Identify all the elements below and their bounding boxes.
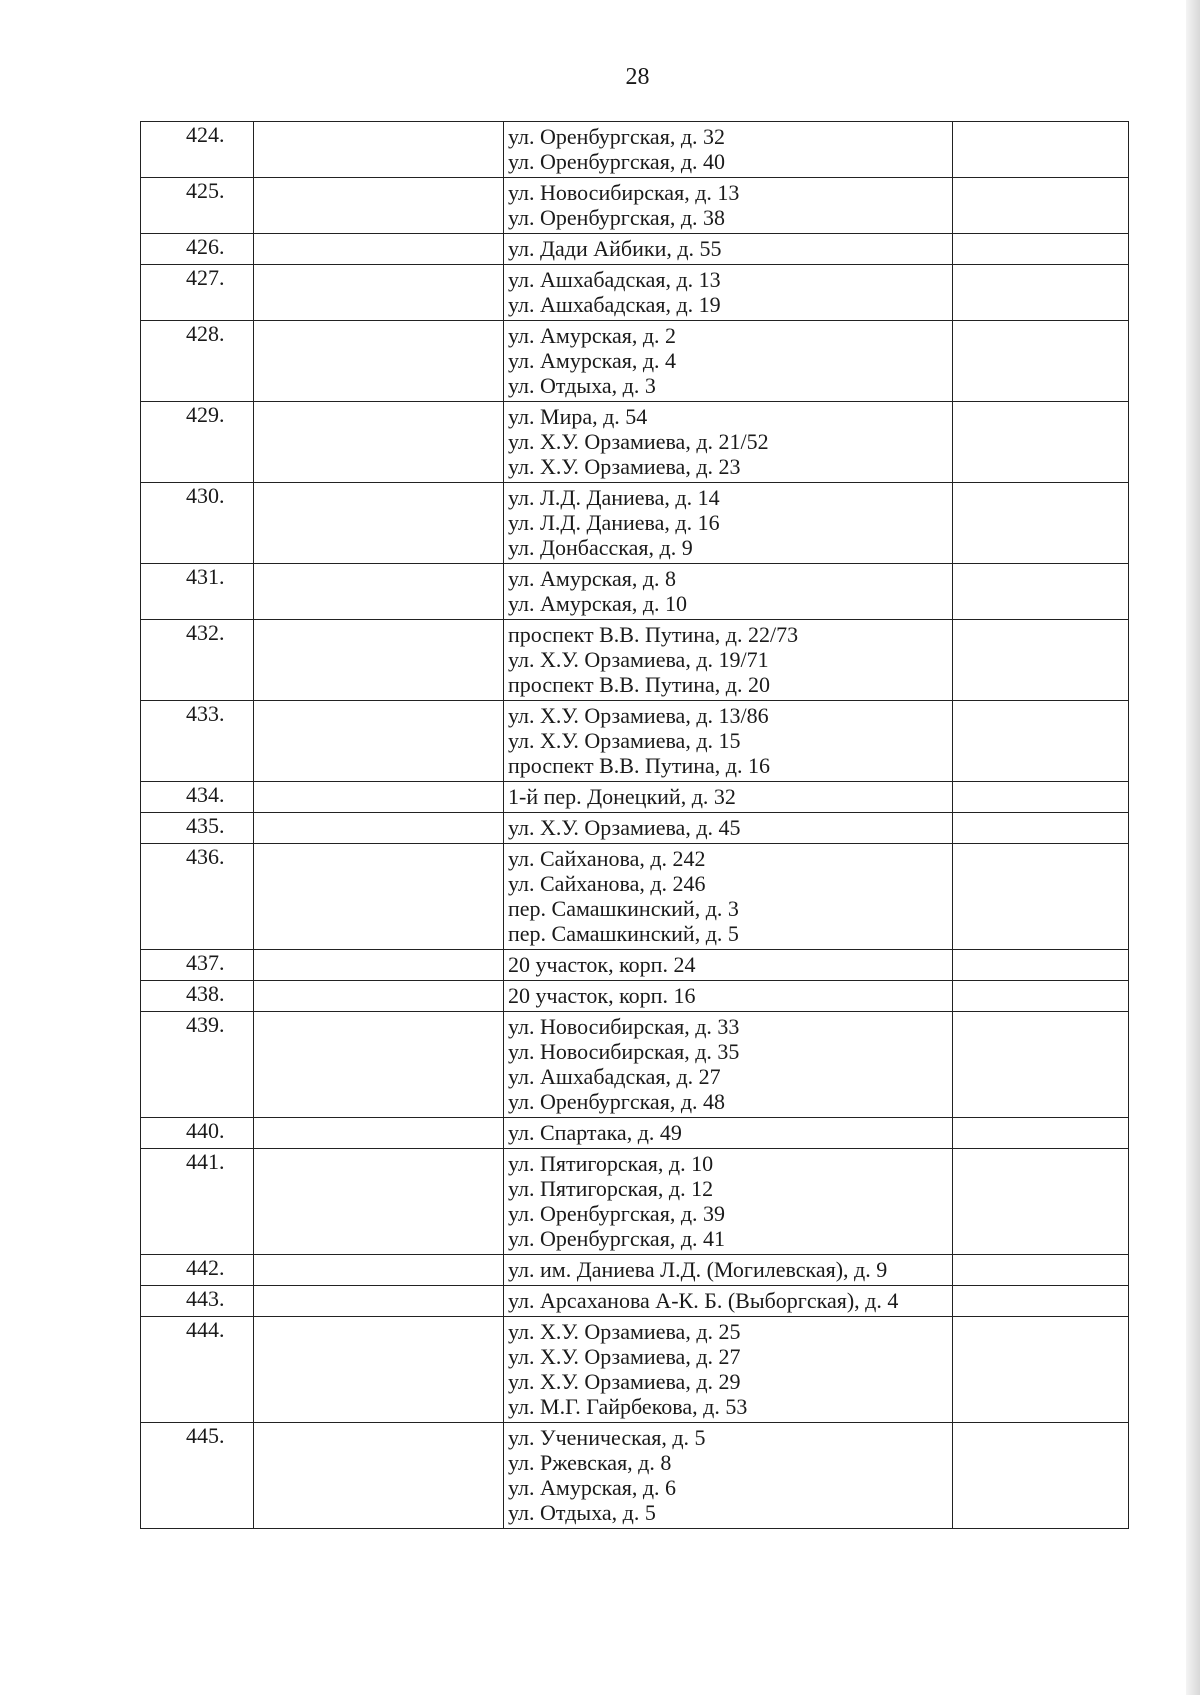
empty-cell: [254, 981, 504, 1012]
address-line: ул. Новосибирская, д. 35: [508, 1039, 740, 1064]
table-row: [141, 1286, 1129, 1317]
table-row: [141, 321, 1129, 402]
address-line: 1-й пер. Донецкий, д. 32: [508, 784, 736, 809]
address-line: ул. Донбасская, д. 9: [508, 535, 693, 560]
empty-cell: [254, 321, 504, 402]
table-row: [141, 1012, 1129, 1118]
empty-cell: [254, 178, 504, 234]
empty-cell: [953, 1012, 1129, 1118]
row-number: 438.: [141, 981, 254, 1012]
empty-cell: [953, 1255, 1129, 1286]
empty-cell: [254, 234, 504, 265]
address-line: ул. Новосибирская, д. 33: [508, 1014, 740, 1039]
empty-cell: [953, 620, 1129, 701]
row-number: 433.: [141, 701, 254, 782]
table-row: [141, 483, 1129, 564]
empty-cell: [953, 813, 1129, 844]
address-cell: [504, 1149, 953, 1255]
empty-cell: [953, 402, 1129, 483]
address-line: ул. Ученическая, д. 5: [508, 1425, 706, 1450]
row-number: 424.: [141, 122, 254, 178]
empty-cell: [254, 950, 504, 981]
address-line: ул. Амурская, д. 10: [508, 591, 688, 616]
address-line: ул. Арсаханова А-К. Б. (Выборгская), д. 4: [508, 1288, 899, 1313]
address-line: проспект В.В. Путина, д. 16: [508, 753, 770, 778]
table-row: [141, 1423, 1129, 1529]
empty-cell: [254, 782, 504, 813]
address-line: 20 участок, корп. 24: [508, 952, 696, 977]
address-line: ул. Оренбургская, д. 32: [508, 124, 726, 149]
address-cell: [504, 844, 953, 950]
empty-cell: [953, 950, 1129, 981]
row-number: 430.: [141, 483, 254, 564]
row-number: 444.: [141, 1317, 254, 1423]
address-line: ул. Х.У. Орзамиева, д. 25: [508, 1319, 741, 1344]
empty-cell: [953, 265, 1129, 321]
address-line: ул. Амурская, д. 8: [508, 566, 677, 591]
table-row: [141, 782, 1129, 813]
row-number: 436.: [141, 844, 254, 950]
table-row: [141, 234, 1129, 265]
scan-edge-shadow: [1186, 0, 1200, 1695]
address-line: ул. Х.У. Орзамиева, д. 19/71: [508, 647, 769, 672]
address-cell: [504, 981, 953, 1012]
row-number: 425.: [141, 178, 254, 234]
row-number: 426.: [141, 234, 254, 265]
address-line: пер. Самашкинский, д. 5: [508, 921, 739, 946]
address-line: ул. Оренбургская, д. 40: [508, 149, 726, 174]
address-line: ул. Х.У. Орзамиева, д. 15: [508, 728, 741, 753]
page-number: 28: [625, 64, 650, 90]
address-cell: [504, 701, 953, 782]
empty-cell: [953, 564, 1129, 620]
empty-cell: [953, 234, 1129, 265]
address-line: ул. Х.У. Орзамиева, д. 13/86: [508, 703, 769, 728]
empty-cell: [953, 321, 1129, 402]
address-line: ул. Ашхабадская, д. 19: [508, 292, 721, 317]
row-number: 443.: [141, 1286, 254, 1317]
empty-cell: [254, 483, 504, 564]
address-registry-table: [140, 121, 1129, 1529]
address-line: ул. Оренбургская, д. 38: [508, 205, 726, 230]
registry-body: [141, 122, 1129, 1529]
address-line: ул. Х.У. Орзамиева, д. 21/52: [508, 429, 769, 454]
empty-cell: [254, 122, 504, 178]
address-line: ул. Ашхабадская, д. 27: [508, 1064, 721, 1089]
address-line: ул. Оренбургская, д. 41: [508, 1226, 726, 1251]
empty-cell: [953, 844, 1129, 950]
empty-cell: [254, 1255, 504, 1286]
row-number: 445.: [141, 1423, 254, 1529]
empty-cell: [254, 813, 504, 844]
empty-cell: [254, 1317, 504, 1423]
address-cell: [504, 321, 953, 402]
row-number: 441.: [141, 1149, 254, 1255]
empty-cell: [254, 620, 504, 701]
address-cell: [504, 1118, 953, 1149]
address-line: ул. Отдыха, д. 3: [508, 373, 656, 398]
address-cell: [504, 265, 953, 321]
address-line: ул. Новосибирская, д. 13: [508, 180, 740, 205]
table-row: [141, 178, 1129, 234]
address-cell: [504, 782, 953, 813]
address-cell: [504, 1286, 953, 1317]
table-row: [141, 844, 1129, 950]
address-cell: [504, 564, 953, 620]
empty-cell: [254, 1118, 504, 1149]
row-number: 439.: [141, 1012, 254, 1118]
address-cell: [504, 1317, 953, 1423]
address-line: ул. Ашхабадская, д. 13: [508, 267, 721, 292]
address-line: ул. Амурская, д. 4: [508, 348, 677, 373]
table-row: [141, 122, 1129, 178]
empty-cell: [953, 122, 1129, 178]
address-cell: [504, 950, 953, 981]
address-line: проспект В.В. Путина, д. 20: [508, 672, 770, 697]
address-cell: [504, 402, 953, 483]
address-line: ул. Х.У. Орзамиева, д. 29: [508, 1369, 741, 1394]
address-cell: [504, 1423, 953, 1529]
table-row: [141, 1317, 1129, 1423]
address-line: ул. Спартака, д. 49: [508, 1120, 682, 1145]
address-line: ул. М.Г. Гайрбекова, д. 53: [508, 1394, 748, 1419]
address-line: проспект В.В. Путина, д. 22/73: [508, 622, 799, 647]
address-line: ул. Х.У. Орзамиева, д. 45: [508, 815, 741, 840]
empty-cell: [953, 1317, 1129, 1423]
empty-cell: [254, 564, 504, 620]
empty-cell: [254, 1286, 504, 1317]
empty-cell: [254, 402, 504, 483]
address-cell: [504, 178, 953, 234]
address-line: пер. Самашкинский, д. 3: [508, 896, 739, 921]
table-row: [141, 564, 1129, 620]
table-row: [141, 701, 1129, 782]
address-line: ул. Л.Д. Даниева, д. 16: [508, 510, 720, 535]
empty-cell: [953, 701, 1129, 782]
table-row: [141, 265, 1129, 321]
empty-cell: [953, 1149, 1129, 1255]
address-line: ул. Х.У. Орзамиева, д. 27: [508, 1344, 741, 1369]
address-cell: [504, 483, 953, 564]
address-line: ул. Х.У. Орзамиева, д. 23: [508, 454, 741, 479]
address-line: ул. Дади Айбики, д. 55: [508, 236, 722, 261]
table-row: [141, 620, 1129, 701]
empty-cell: [953, 981, 1129, 1012]
empty-cell: [254, 1012, 504, 1118]
table-row: [141, 813, 1129, 844]
empty-cell: [953, 1423, 1129, 1529]
row-number: 428.: [141, 321, 254, 402]
address-line: ул. Сайханова, д. 246: [508, 871, 706, 896]
empty-cell: [254, 844, 504, 950]
address-cell: [504, 234, 953, 265]
row-number: 432.: [141, 620, 254, 701]
address-line: ул. Л.Д. Даниева, д. 14: [508, 485, 720, 510]
address-line: ул. Пятигорская, д. 12: [508, 1176, 714, 1201]
address-line: ул. Амурская, д. 6: [508, 1475, 677, 1500]
row-number: 442.: [141, 1255, 254, 1286]
table-row: [141, 1149, 1129, 1255]
address-cell: [504, 620, 953, 701]
address-line: ул. Сайханова, д. 242: [508, 846, 706, 871]
table-row: [141, 402, 1129, 483]
row-number: 429.: [141, 402, 254, 483]
empty-cell: [953, 782, 1129, 813]
address-line: ул. Ржевская, д. 8: [508, 1450, 672, 1475]
row-number: 431.: [141, 564, 254, 620]
empty-cell: [953, 1118, 1129, 1149]
address-line: ул. им. Даниева Л.Д. (Могилевская), д. 9: [508, 1257, 888, 1282]
table-row: [141, 1118, 1129, 1149]
address-line: 20 участок, корп. 16: [508, 983, 696, 1008]
table-row: [141, 950, 1129, 981]
address-line: ул. Оренбургская, д. 48: [508, 1089, 726, 1114]
address-line: ул. Мира, д. 54: [508, 404, 648, 429]
empty-cell: [254, 265, 504, 321]
empty-cell: [953, 483, 1129, 564]
row-number: 434.: [141, 782, 254, 813]
row-number: 435.: [141, 813, 254, 844]
table-row: [141, 1255, 1129, 1286]
address-cell: [504, 813, 953, 844]
empty-cell: [953, 178, 1129, 234]
row-number: 437.: [141, 950, 254, 981]
empty-cell: [254, 1149, 504, 1255]
address-line: ул. Амурская, д. 2: [508, 323, 677, 348]
empty-cell: [953, 1286, 1129, 1317]
empty-cell: [254, 1423, 504, 1529]
address-line: ул. Оренбургская, д. 39: [508, 1201, 726, 1226]
empty-cell: [254, 701, 504, 782]
table-row: [141, 981, 1129, 1012]
address-line: ул. Отдыха, д. 5: [508, 1500, 656, 1525]
address-cell: [504, 122, 953, 178]
address-cell: [504, 1012, 953, 1118]
row-number: 427.: [141, 265, 254, 321]
row-number: 440.: [141, 1118, 254, 1149]
address-line: ул. Пятигорская, д. 10: [508, 1151, 714, 1176]
address-cell: [504, 1255, 953, 1286]
